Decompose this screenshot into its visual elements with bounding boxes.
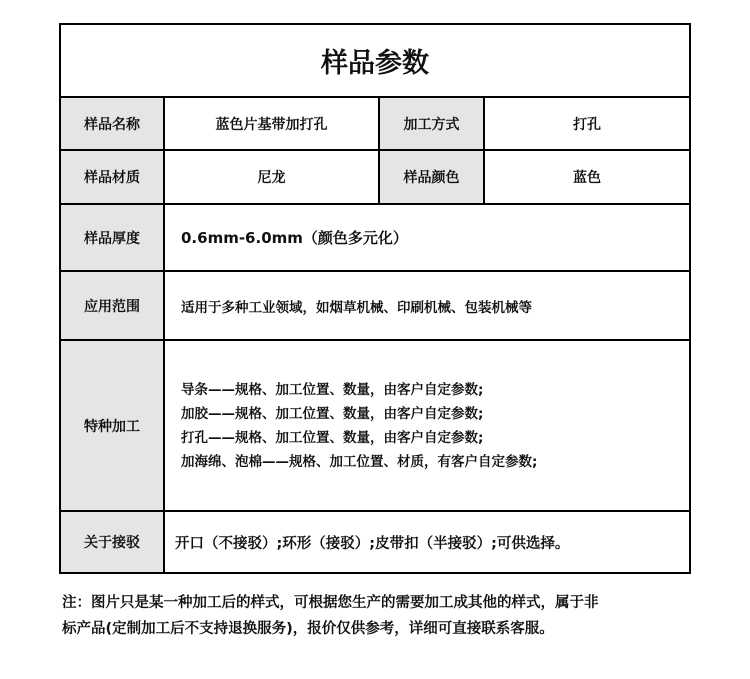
special-processing-line: 加海绵、泡棉——规格、加工位置、材质，有客户自定参数; bbox=[181, 453, 538, 470]
label-sample-thickness: 样品厚度 bbox=[61, 205, 165, 270]
value-sample-thickness: 0.6mm-6.0mm（颜色多元化） bbox=[181, 229, 408, 247]
special-processing-line: 打孔——规格、加工位置、数量，由客户自定参数; bbox=[181, 429, 484, 446]
table-row-thickness bbox=[61, 203, 689, 270]
label-sample-name: 样品名称 bbox=[61, 98, 165, 149]
label-splicing: 关于接驳 bbox=[61, 512, 165, 572]
table-title: 样品参数 bbox=[321, 48, 429, 79]
special-processing-line: 导条——规格、加工位置、数量，由客户自定参数; bbox=[181, 381, 484, 398]
footnote-line-2: 标产品(定制加工后不支持退换服务)，报价仅供参考，详细可直接联系客服。 bbox=[62, 621, 554, 637]
value-special-processing bbox=[165, 341, 689, 510]
label-special-processing: 特种加工 bbox=[61, 341, 165, 510]
label-processing-method: 加工方式 bbox=[380, 98, 485, 149]
label-sample-material: 样品材质 bbox=[61, 151, 165, 203]
table-row-splicing bbox=[61, 510, 689, 572]
table-row-special-processing bbox=[61, 339, 689, 510]
value-application-scope: 适用于多种工业领域，如烟草机械、印刷机械、包装机械等 bbox=[181, 299, 532, 316]
footnote bbox=[62, 590, 692, 642]
special-processing-line: 加胶——规格、加工位置、数量，由客户自定参数; bbox=[181, 405, 484, 422]
label-application-scope: 应用范围 bbox=[61, 272, 165, 339]
table-row-name bbox=[61, 96, 689, 149]
table-row-application bbox=[61, 270, 689, 339]
label-sample-color: 样品颜色 bbox=[380, 151, 485, 203]
footnote-line-1: 注：图片只是某一种加工后的样式，可根据您生产的需要加工成其他的样式，属于非 bbox=[62, 595, 599, 611]
sample-parameters-table bbox=[59, 23, 691, 574]
table-row-material bbox=[61, 149, 689, 203]
value-splicing: 开口（不接驳）;环形（接驳）;皮带扣（半接驳）;可供选择。 bbox=[175, 535, 570, 552]
value-sample-name: 蓝色片基带加打孔 bbox=[165, 98, 380, 149]
value-sample-color: 蓝色 bbox=[573, 170, 601, 186]
title-row bbox=[61, 25, 689, 96]
value-processing-method: 打孔 bbox=[573, 116, 601, 133]
value-sample-material: 尼龙 bbox=[165, 151, 380, 203]
